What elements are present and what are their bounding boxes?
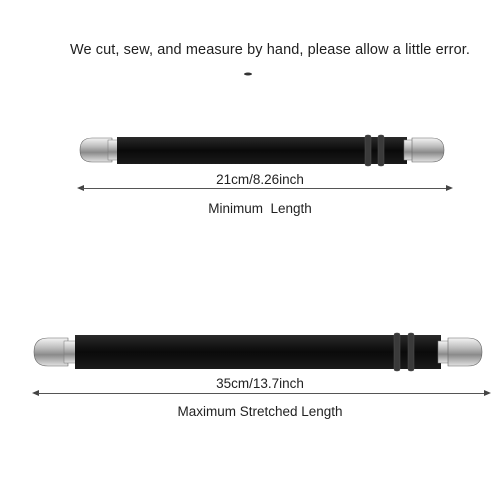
disclaimer-note: We cut, sew, and measure by hand, please allow a little error. [69, 42, 471, 58]
dimension-line [38, 393, 484, 394]
slide-adjuster [394, 333, 400, 371]
right-clip [412, 138, 444, 162]
elastic-band [75, 335, 441, 369]
left-clip [80, 138, 112, 162]
measurement-minimum: 21cm/8.26inch [216, 172, 304, 187]
caption-minimum: Minimum Length [208, 201, 312, 216]
arrow-right-icon [484, 390, 491, 396]
strap-maximum [34, 333, 482, 371]
measurement-maximum: 35cm/13.7inch [216, 376, 304, 391]
strap-minimum [80, 73, 444, 167]
left-clip [34, 338, 68, 366]
elastic-band [117, 137, 407, 164]
dimension-line [82, 188, 446, 189]
caption-maximum: Maximum Stretched Length [177, 404, 343, 419]
arrow-right-icon [446, 185, 453, 191]
slide-adjuster [365, 135, 371, 166]
dot-mark [244, 73, 252, 76]
right-clip [448, 338, 482, 366]
